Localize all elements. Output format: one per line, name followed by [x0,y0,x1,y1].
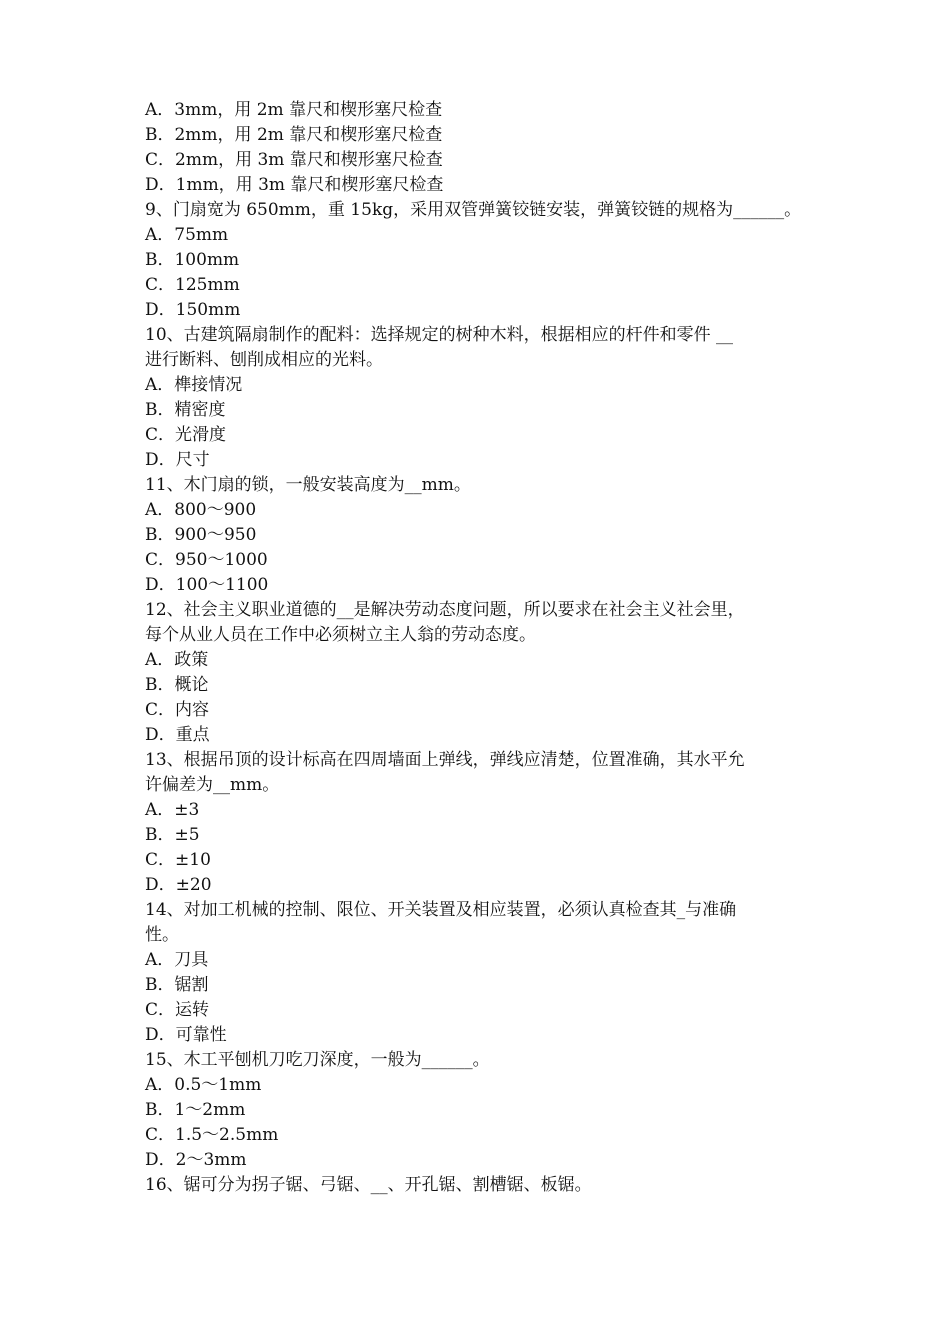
question-text: 14、对加工机械的控制、限位、开关装置及相应装置，必须认真检查其_与准确 [145,900,737,920]
question-text: 每个从业人员在工作中必须树立主人翁的劳动态度。 [145,625,536,645]
answer-option: A．0.5～1mm [145,1075,262,1095]
answer-option: B．精密度 [145,400,226,420]
answer-option: C．1.5～2.5mm [145,1125,279,1145]
answer-option: B．锯割 [145,975,209,995]
question-text: 9、门扇宽为 650mm，重 15kg，采用双管弹簧铰链安装，弹簧铰链的规格为______。 [145,200,802,220]
answer-option: D．±20 [145,875,212,895]
answer-option: A．3mm，用 2m 靠尺和楔形塞尺检查 [145,100,443,120]
question-text: 11、木门扇的锁，一般安装高度为__mm。 [145,475,471,495]
question-text: 许偏差为__mm。 [145,775,280,795]
question-text: 15、木工平刨机刀吃刀深度，一般为______。 [145,1050,490,1070]
answer-option: A．75mm [145,225,229,245]
answer-option: A．刀具 [145,950,209,970]
answer-option: D．可靠性 [145,1025,227,1045]
answer-option: D．100～1100 [145,575,269,595]
answer-option: C．2mm，用 3m 靠尺和楔形塞尺检查 [145,150,443,170]
question-text: 进行断料、刨削成相应的光料。 [145,350,383,370]
document-page [145,98,817,1198]
question-text: 12、社会主义职业道德的__是解决劳动态度问题，所以要求在社会主义社会里， [145,600,745,620]
question-text: 16、锯可分为拐子锯、弓锯、__、开孔锯、割槽锯、板锯。 [145,1175,592,1195]
answer-option: B．概论 [145,675,209,695]
answer-option: B．±5 [145,825,200,845]
answer-option: D．2～3mm [145,1150,247,1170]
answer-option: D．重点 [145,725,210,745]
answer-option: B．900～950 [145,525,257,545]
answer-option: B．100mm [145,250,240,270]
answer-option: C．±10 [145,850,211,870]
question-text: 13、根据吊顶的设计标高在四周墙面上弹线，弹线应清楚，位置准确，其水平允 [145,750,745,770]
answer-option: C．运转 [145,1000,210,1020]
answer-option: A．榫接情况 [145,375,243,395]
answer-option: B．2mm，用 2m 靠尺和楔形塞尺检查 [145,125,443,145]
answer-option: D．尺寸 [145,450,210,470]
answer-option: C．950～1000 [145,550,268,570]
answer-option: C．125mm [145,275,240,295]
answer-option: A．800～900 [145,500,257,520]
answer-option: C．光滑度 [145,425,227,445]
answer-option: C．内容 [145,700,210,720]
question-text: 性。 [145,925,179,945]
answer-option: A．政策 [145,650,209,670]
answer-option: D．150mm [145,300,241,320]
question-text: 10、古建筑隔扇制作的配料：选择规定的树种木料，根据相应的杆件和零件 __ [145,325,734,345]
answer-option: A．±3 [145,800,200,820]
answer-option: B．1～2mm [145,1100,246,1120]
answer-option: D．1mm，用 3m 靠尺和楔形塞尺检查 [145,175,444,195]
